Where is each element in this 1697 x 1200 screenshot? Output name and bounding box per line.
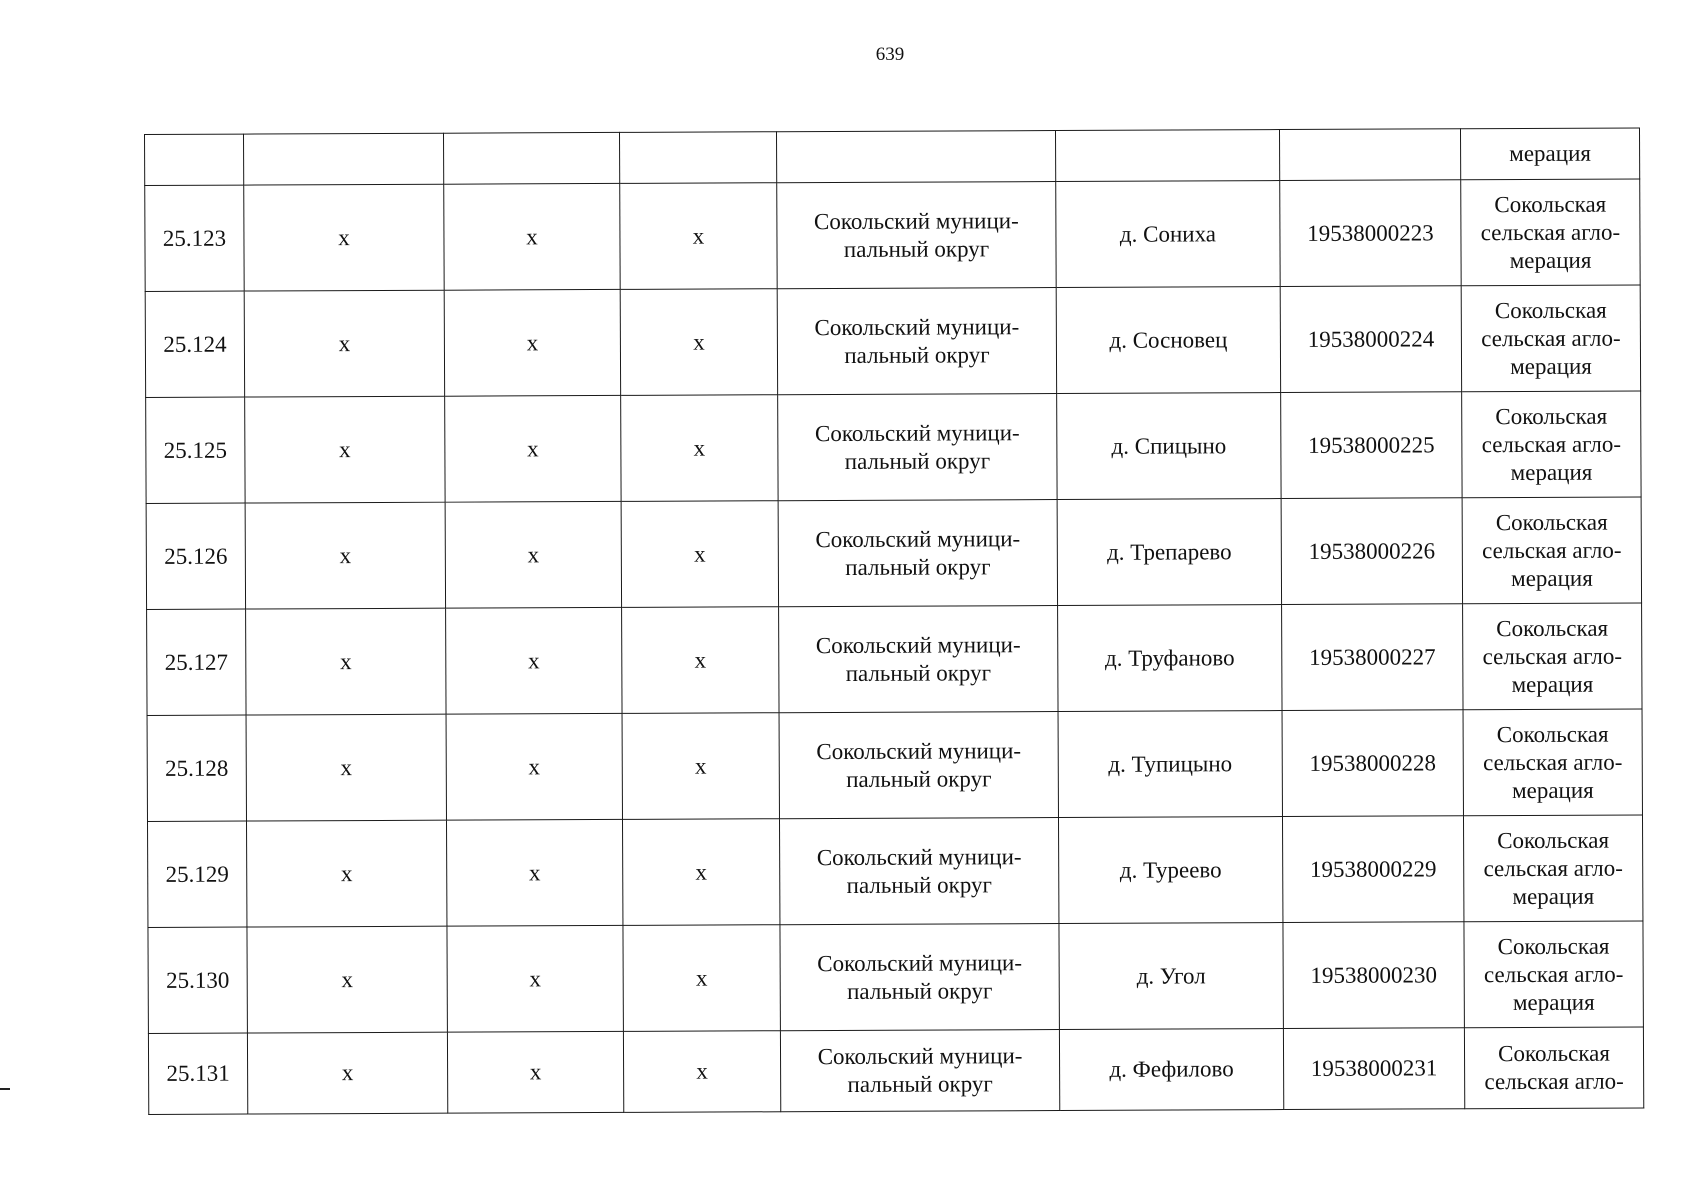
cell-col3: x: [445, 501, 621, 608]
cell-agglomeration: Сокольская сельская агло- мерация: [1463, 709, 1642, 816]
table-row: [147, 603, 1642, 716]
cell-empty: [244, 133, 444, 185]
cell-code: 19538000227: [1282, 604, 1463, 711]
cell-agglomeration: Сокольская сельская агло- мерация: [1463, 603, 1642, 710]
cell-agglomeration: Сокольская сельская агло- мерация: [1461, 179, 1640, 286]
table-row: [145, 285, 1640, 398]
cell-settlement: д. Фефилово: [1059, 1029, 1283, 1111]
cell-col3: x: [444, 183, 620, 290]
cell-empty: [443, 132, 619, 184]
cell-code: 19538000231: [1283, 1028, 1464, 1110]
cell-number: 25.130: [148, 927, 247, 1033]
cell-col4: x: [622, 819, 779, 926]
cell-number: 25.125: [146, 397, 245, 503]
cell-number: 25.123: [145, 185, 244, 291]
cell-agglomeration: Сокольская сельская агло- мерация: [1463, 815, 1642, 922]
table-row: [148, 921, 1643, 1034]
cell-empty: [619, 132, 776, 184]
cell-col2: x: [246, 608, 446, 715]
cell-agglomeration: Сокольская сельская агло- мерация: [1462, 497, 1641, 604]
table-body: [145, 128, 1644, 1115]
cell-settlement: д. Туреево: [1058, 817, 1282, 924]
cell-col4: x: [621, 501, 778, 608]
table-row: [146, 497, 1641, 610]
cell-col3: x: [445, 395, 621, 502]
cell-col2: x: [245, 396, 445, 503]
cell-number: 25.127: [147, 609, 246, 715]
cell-agglomeration: Сокольская сельская агло- мерация: [1461, 285, 1640, 392]
cell-col2: x: [244, 184, 444, 291]
cell-region: Сокольский муници- пальный округ: [779, 712, 1058, 819]
cell-code: 19538000230: [1283, 922, 1464, 1029]
cell-col2: x: [246, 714, 446, 821]
cell-code: 19538000225: [1281, 392, 1462, 499]
cell-agglomeration: Сокольская сельская агло- мерация: [1462, 391, 1641, 498]
cell-col3: x: [446, 607, 622, 714]
cell-settlement: д. Труфаново: [1058, 605, 1282, 712]
cell-col3: x: [447, 925, 623, 1032]
settlements-table: [144, 127, 1644, 1115]
cell-col4: x: [621, 395, 778, 502]
cell-agglomeration-continuation: мерация: [1460, 128, 1639, 180]
cell-number: 25.124: [145, 291, 244, 397]
table-row-continuation: [145, 128, 1640, 186]
cell-settlement: д. Сониха: [1056, 181, 1280, 288]
cell-col3: x: [447, 1031, 623, 1113]
cell-region: Сокольский муници- пальный округ: [777, 288, 1056, 395]
cell-code: 19538000224: [1280, 286, 1461, 393]
table-row: [148, 1027, 1643, 1115]
cell-col3: x: [446, 819, 622, 926]
cell-region: Сокольский муници- пальный округ: [778, 500, 1057, 607]
cell-settlement: д. Трепарево: [1057, 499, 1281, 606]
cell-col4: x: [623, 925, 780, 1032]
page-number: 639: [875, 44, 905, 65]
cell-settlement: д. Тупицыно: [1058, 711, 1282, 818]
cell-number: 25.131: [148, 1033, 247, 1114]
cell-col3: x: [444, 289, 620, 396]
cell-settlement: д. Угол: [1059, 923, 1283, 1030]
table-row: [147, 815, 1642, 928]
cell-number: 25.126: [146, 503, 245, 609]
cell-region: Сокольский муници- пальный округ: [777, 182, 1056, 289]
cell-empty: [1055, 130, 1279, 182]
table-row: [147, 709, 1642, 822]
cell-number: 25.129: [147, 821, 246, 927]
cell-empty: [1279, 129, 1460, 181]
cell-agglomeration: Сокольская сельская агло- мерация: [1464, 921, 1643, 1028]
cell-region: Сокольский муници- пальный округ: [779, 818, 1058, 925]
cell-col4: x: [622, 607, 779, 714]
cell-region: Сокольский муници- пальный округ: [780, 1030, 1059, 1112]
cell-settlement: д. Спицыно: [1057, 393, 1281, 500]
cell-region: Сокольский муници- пальный округ: [778, 394, 1057, 501]
cell-col2: x: [246, 820, 446, 927]
cell-agglomeration: Сокольская сельская агло-: [1464, 1027, 1643, 1109]
cell-code: 19538000229: [1282, 816, 1463, 923]
cell-settlement: д. Сосновец: [1056, 287, 1280, 394]
cell-region: Сокольский муници- пальный округ: [780, 924, 1059, 1031]
cell-empty: [776, 131, 1055, 183]
cell-col3: x: [446, 713, 622, 820]
cell-col2: x: [247, 1032, 447, 1114]
cell-col2: x: [245, 502, 445, 609]
cell-col2: x: [244, 290, 444, 397]
cell-code: 19538000226: [1281, 498, 1462, 605]
table-row: [145, 179, 1640, 292]
cell-col4: x: [622, 713, 779, 820]
cell-region: Сокольский муници- пальный округ: [779, 606, 1058, 713]
cell-col4: x: [620, 183, 777, 290]
cell-col4: x: [620, 289, 777, 396]
cell-code: 19538000228: [1282, 710, 1463, 817]
margin-mark: [0, 1088, 10, 1090]
cell-code: 19538000223: [1280, 180, 1461, 287]
cell-empty: [145, 134, 244, 185]
cell-col2: x: [247, 926, 447, 1033]
table-row: [146, 391, 1641, 504]
cell-col4: x: [623, 1031, 780, 1113]
cell-number: 25.128: [147, 715, 246, 821]
